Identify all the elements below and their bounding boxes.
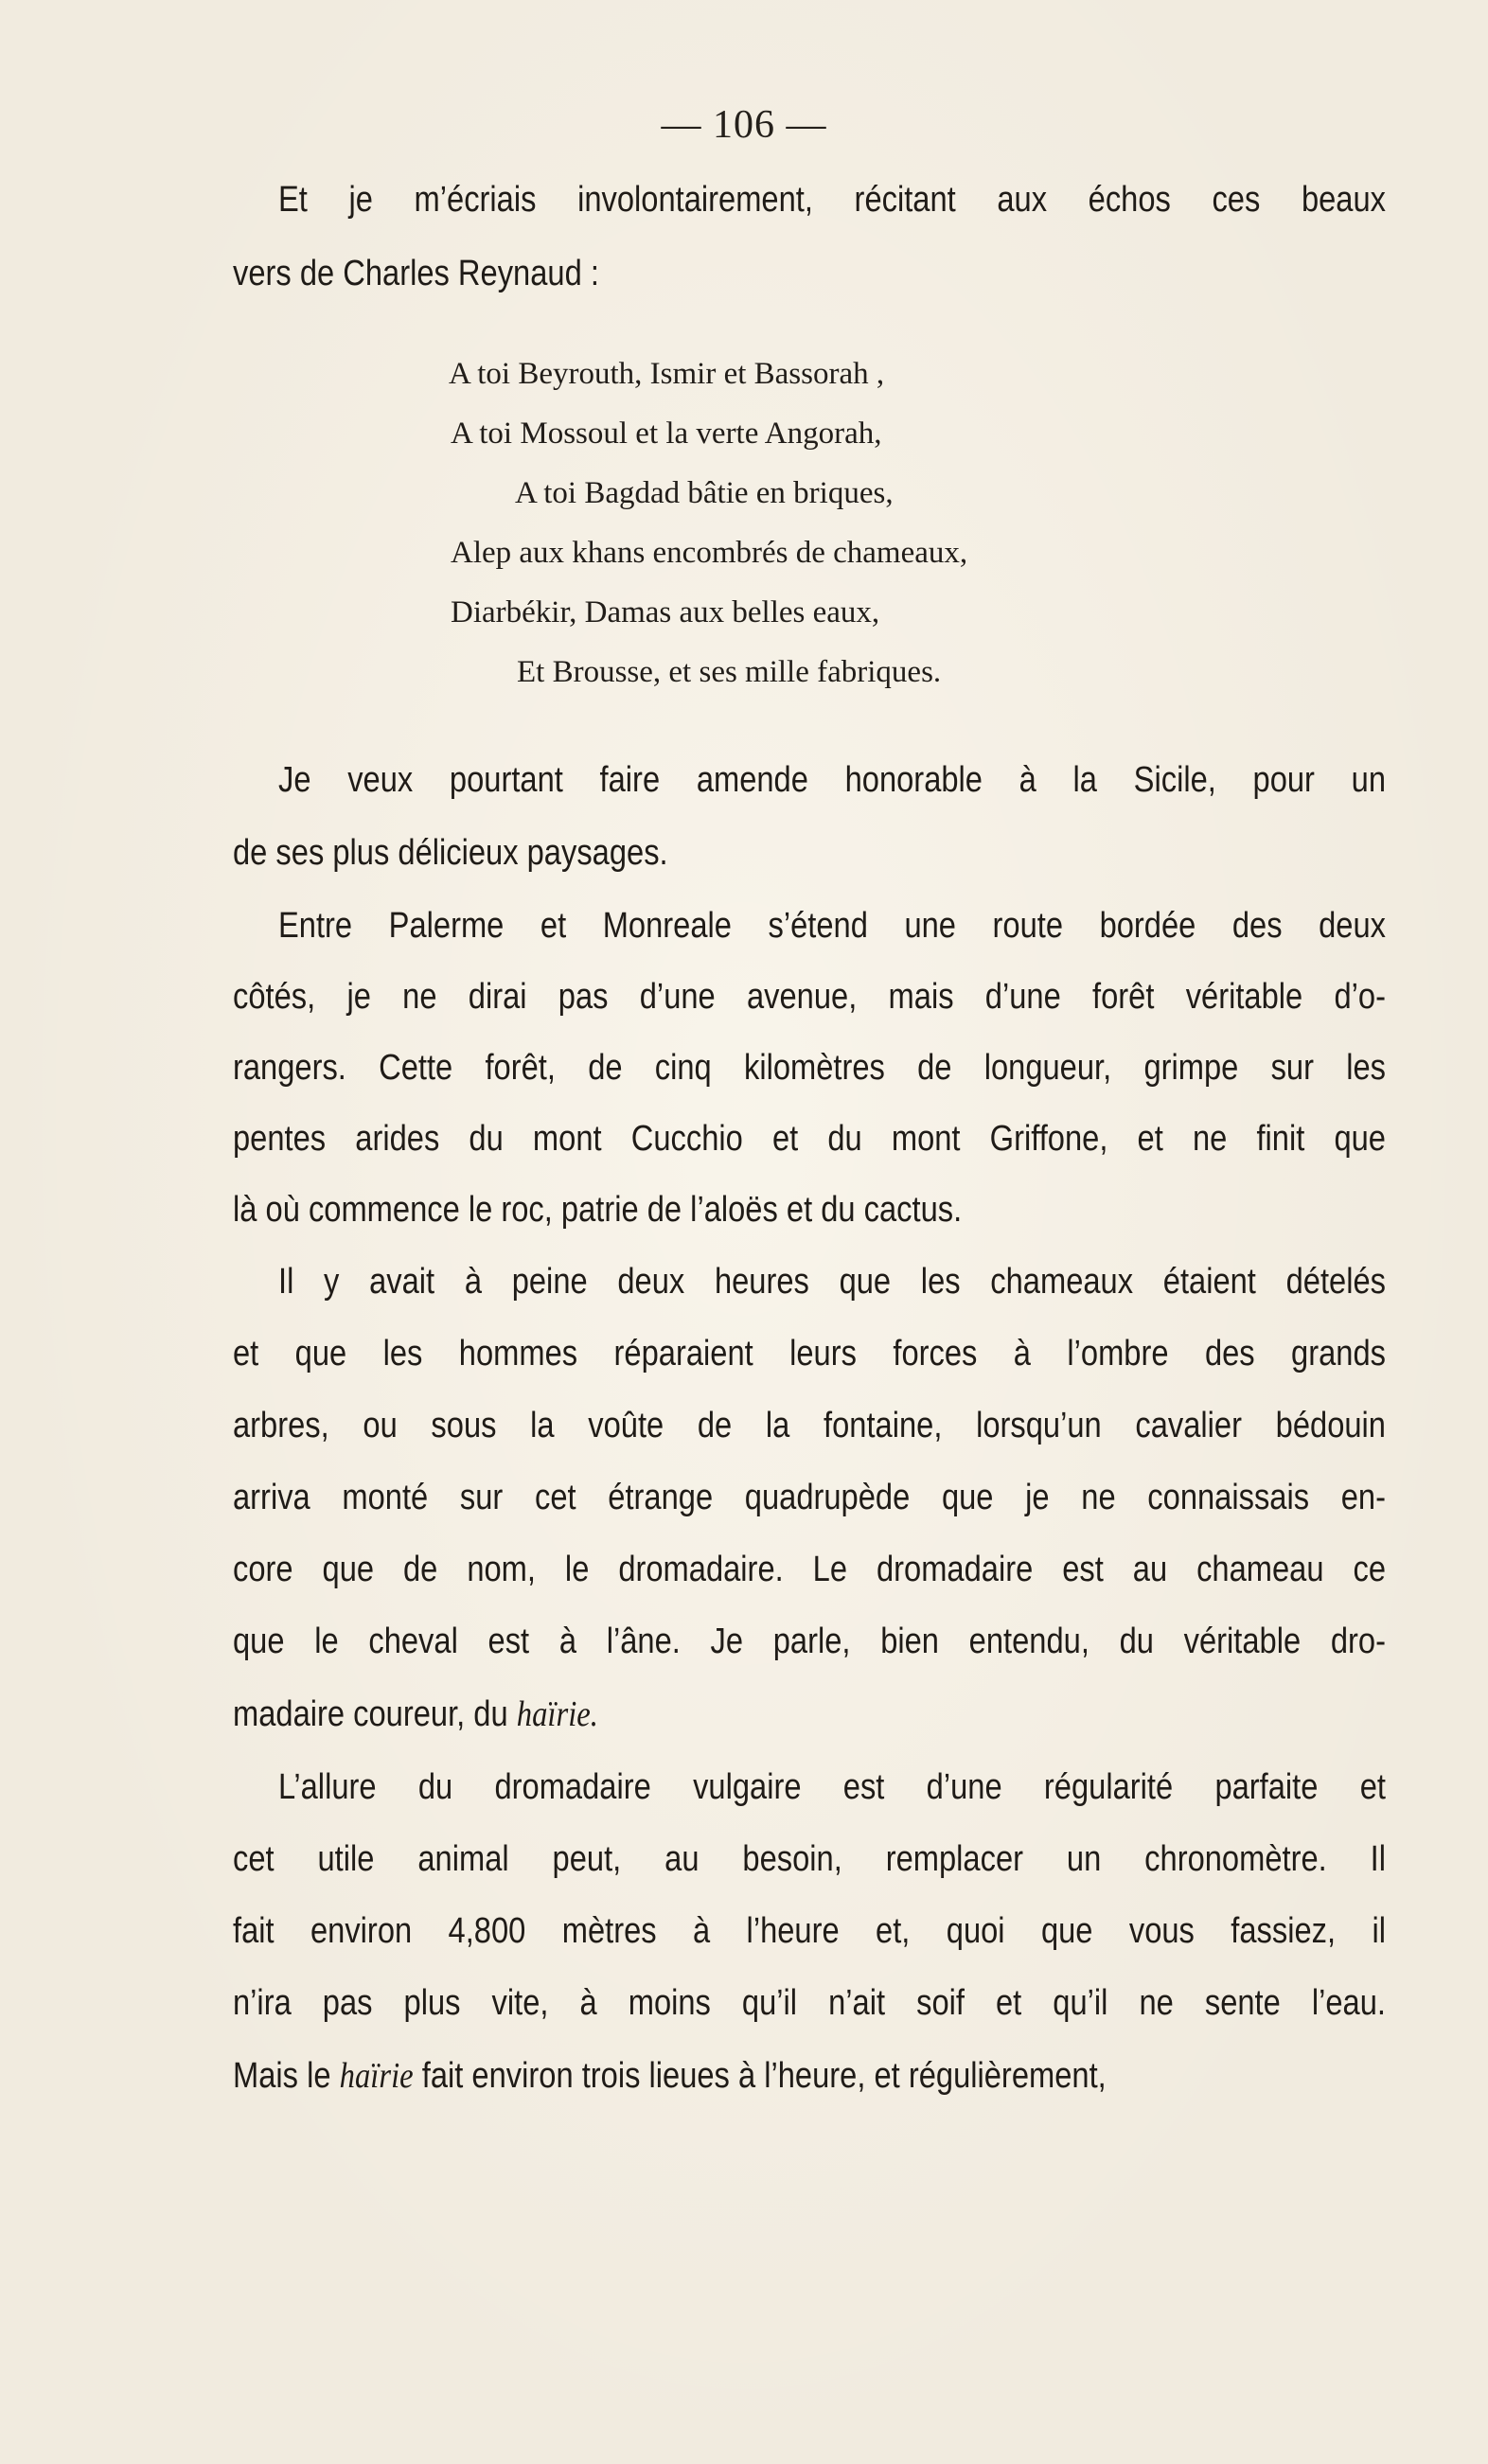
- para4-line-5-after: fait environ trois lieues à l’heure, et régulièrement,: [421, 2056, 1107, 2096]
- para4-line-5: [233, 2055, 1107, 2097]
- para4-line-2: cet utile animal peut, au besoin, remplacer un chronomètre. Il: [233, 1839, 1386, 1879]
- intro-line-1: Et je m’écriais involontairement, récitant aux échos ces beaux: [278, 180, 1386, 220]
- para4-line-5-before: Mais le: [233, 2056, 331, 2096]
- para3-line-1: Il y avait à peine deux heures que les chameaux étaient dételés: [278, 1262, 1386, 1302]
- verse-line-1: A toi Beyrouth, Ismir et Bassorah ,: [449, 357, 885, 391]
- para2-line-1: Entre Palerme et Monreale s’étend une route bordée des deux: [278, 906, 1386, 946]
- verse-line-6: Et Brousse, et ses mille fabriques.: [517, 655, 942, 689]
- para2-line-5: là où commence le roc, patrie de l’aloës et du cactus.: [233, 1190, 963, 1230]
- para2-line-4: pentes arides du mont Cucchio et du mont Griffone, et ne finit que: [233, 1119, 1386, 1159]
- intro-line-2: vers de Charles Reynaud :: [233, 254, 599, 293]
- verse-line-4: Alep aux khans encombrés de chameaux,: [451, 536, 968, 570]
- para1-line-2: de ses plus délicieux paysages.: [233, 833, 668, 873]
- para3-line-3: arbres, ou sous la voûte de la fontaine, lorsqu’un cavalier bédouin: [233, 1406, 1386, 1445]
- verse-line-2: A toi Mossoul et la verte Angorah,: [451, 417, 882, 451]
- para3-line-5: core que de nom, le dromadaire. Le dromadaire est au chameau ce: [233, 1550, 1386, 1589]
- para4-line-4: n’ira pas plus vite, à moins qu’il n’ait soif et qu’il ne sente l’eau.: [233, 1983, 1386, 2023]
- para3-line-7: [233, 1693, 598, 1735]
- para4-line-1: L’allure du dromadaire vulgaire est d’une régularité parfaite et: [278, 1767, 1386, 1807]
- para2-line-2: côtés, je ne dirai pas d’une avenue, mais d’une forêt véritable d’o-: [233, 977, 1386, 1017]
- para2-line-3: rangers. Cette forêt, de cinq kilomètres de longueur, grimpe sur les: [233, 1048, 1386, 1088]
- italic-term-hairie-2: haïrie: [339, 2056, 414, 2096]
- italic-term-hairie: haïrie.: [516, 1694, 598, 1734]
- para4-line-3: fait environ 4,800 mètres à l’heure et, quoi que vous fassiez, il: [233, 1911, 1386, 1951]
- para1-line-1: Je veux pourtant faire amende honorable à la Sicile, pour un: [278, 760, 1386, 800]
- para3-line-7-text: madaire coureur, du: [233, 1694, 508, 1734]
- verse-line-5: Diarbékir, Damas aux belles eaux,: [451, 595, 880, 629]
- para3-line-6: que le cheval est à l’âne. Je parle, bien entendu, du véritable dro-: [233, 1622, 1386, 1661]
- verse-line-3: A toi Bagdad bâtie en briques,: [515, 476, 894, 510]
- para3-line-2: et que les hommes réparaient leurs forces à l’ombre des grands: [233, 1334, 1386, 1374]
- page-number: — 106 —: [661, 103, 827, 147]
- para3-line-4: arriva monté sur cet étrange quadrupède que je ne connaissais en-: [233, 1478, 1386, 1517]
